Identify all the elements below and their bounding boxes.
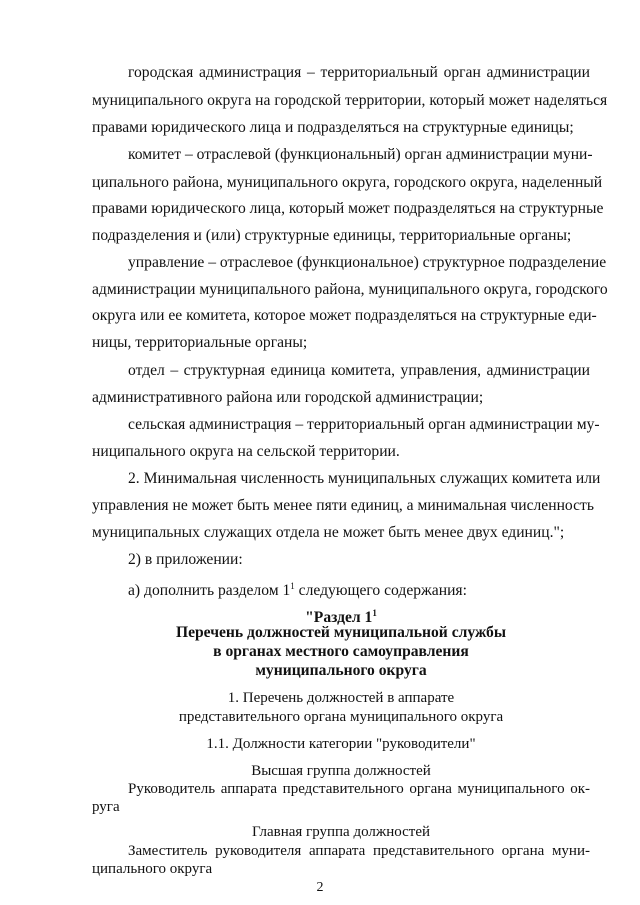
subsection-title-line: представительного органа муниципального округа [178, 709, 504, 725]
appendix-intro: 2) в приложении: [128, 551, 243, 568]
section-heading-sup: 1 [372, 608, 377, 618]
definition-line: комитет – отраслевой (функциональный) орган администрации муни- [128, 146, 593, 163]
section-title-line: в органах местного самоуправления [213, 643, 469, 660]
position-item-line: Руководитель аппарата представительного органа муниципального ок- [128, 781, 590, 797]
definition-line: администрации муниципального района, муниципального округа, городского [92, 281, 608, 298]
definition-line: сельская администрация – территориальный орган администрации му- [128, 416, 600, 433]
section-title-line: муниципального округа [255, 662, 427, 679]
definition-line: административного района или городской администрации; [92, 389, 484, 406]
page-number: 2 [316, 880, 324, 895]
definition-line: муниципального округа на городской территории, который может наделяться [92, 92, 608, 109]
group-title-main: Главная группа должностей [251, 824, 431, 840]
definition-line: отдел – структурная единица комитета, управления, администрации [128, 362, 590, 379]
paragraph-line: управления не может быть менее пяти единиц, а минимальная численность [92, 497, 594, 514]
subsection-title-line: 1. Перечень должностей в аппарате [227, 690, 455, 706]
paragraph-line: муниципальных служащих отдела не может быть менее двух единиц."; [92, 524, 565, 541]
definition-line: подразделения и (или) структурные единицы, территориальные органы; [92, 227, 572, 244]
definition-line: правами юридического лица, который может подразделяться на структурные [92, 200, 604, 217]
definition-line: ниципального округа на сельской территории. [92, 443, 400, 460]
definition-line: городская администрация – территориальный орган администрации [128, 64, 590, 81]
position-item-line: Заместитель руководителя аппарата представительного органа муни- [128, 843, 590, 859]
appendix-item-a-text: а) дополнить разделом 1 [128, 582, 291, 600]
section-title-line: Перечень должностей муниципальной службы [175, 624, 507, 641]
definition-line: управление – отраслевое (функциональное) структурное подразделение [128, 254, 607, 271]
appendix-item-a-sup: 1 [290, 581, 295, 591]
definition-line: правами юридического лица и подразделяться на структурные единицы; [92, 119, 574, 136]
definition-line: ципального района, муниципального округа, городского округа, наделенный [92, 174, 603, 191]
appendix-item-a [128, 576, 467, 601]
position-item-line: ципального округа [92, 861, 213, 877]
position-item-line: руга [92, 799, 120, 815]
appendix-item-a-tail: следующего содержания: [294, 582, 467, 600]
section-heading-text: "Раздел 1 [305, 609, 373, 627]
category-title: 1.1. Должности категории "руководители" [206, 736, 476, 752]
definition-line: округа или ее комитета, которое может подразделяться на структурные еди- [92, 307, 597, 324]
definition-line: ницы, территориальные органы; [92, 334, 308, 351]
group-title-higher: Высшая группа должностей [251, 763, 431, 779]
paragraph-line: 2. Минимальная численность муниципальных служащих комитета или [128, 470, 601, 487]
